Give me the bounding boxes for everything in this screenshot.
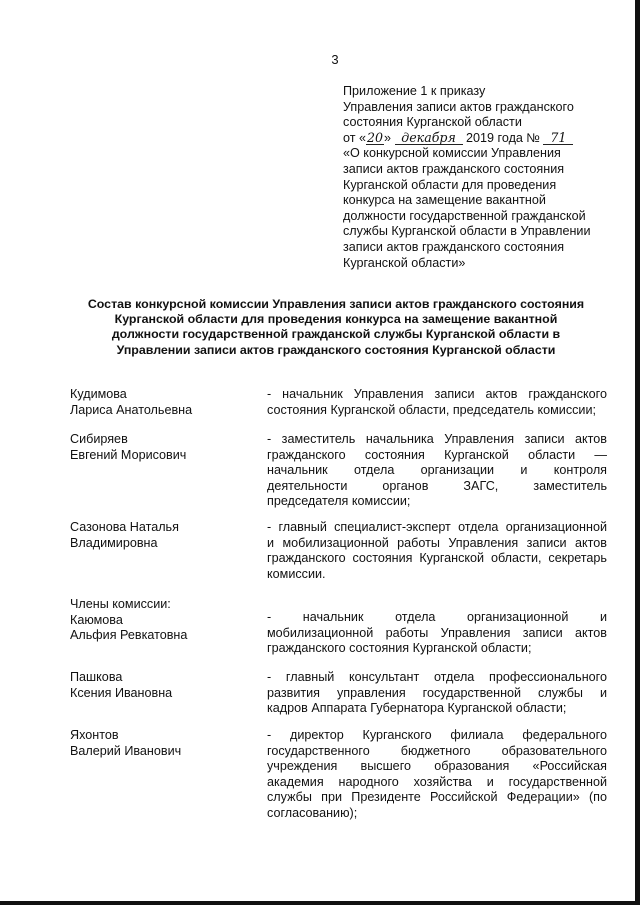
member-role-line: комиссии. <box>267 566 326 581</box>
date-prefix: от « <box>343 130 366 145</box>
member-role-line: - директор Курганского филиала федерального <box>267 728 607 742</box>
date-year: 2019 года № <box>466 130 540 145</box>
appendix-title-line: «О конкурсной комиссии Управления <box>343 146 561 161</box>
member-name <box>70 670 250 701</box>
member-role-line: гражданского состояния Курганской области — <box>267 447 607 462</box>
member-role <box>267 387 607 418</box>
member-role-line: состояния Курганской области, председатель комиссии; <box>267 402 596 417</box>
member-role <box>267 670 607 717</box>
member-name-line: Валерий Иванович <box>70 743 182 758</box>
handwritten-day: 20 <box>366 129 384 145</box>
appendix-title-line: записи актов гражданского состояния <box>343 239 565 254</box>
member-role-line: председателя комиссии; <box>267 494 411 509</box>
member-role <box>267 520 607 582</box>
member-role-line: гражданского состояния Курганской области, секретарь <box>267 551 607 566</box>
member-name-line: Члены комиссии: <box>70 597 171 611</box>
member-name-line: Владимировна <box>70 535 158 550</box>
member-name <box>70 597 250 644</box>
member-name-line: Альфия Ревкатовна <box>70 628 188 643</box>
member-role <box>267 610 607 657</box>
member-role-line: - главный консультант отдела профессионального <box>267 670 607 684</box>
member-name-line: Сибиряев <box>70 432 128 446</box>
member-role <box>267 432 607 510</box>
member-name-line: Ксения Ивановна <box>70 685 173 700</box>
member-role <box>267 728 607 822</box>
date-mid: » <box>384 130 392 145</box>
member-role-line: начальник отдела организации и контроля <box>267 463 607 478</box>
scan-edge <box>635 0 640 905</box>
appendix-title-line: Курганской области» <box>343 255 466 270</box>
member-role-line: государственного бюджетного образовательного <box>267 743 607 758</box>
appendix-title-line: записи актов гражданского состояния <box>343 161 565 176</box>
member-role-line: развития управления государственной службы и <box>267 685 607 700</box>
member-role-line: согласованию); <box>267 805 358 820</box>
heading-line: Курганской области для проведения конкурса на замещение вакантной <box>114 312 558 327</box>
member-role-line: и мобилизационной работы Управления записи актов <box>267 535 607 550</box>
member-name <box>70 387 250 418</box>
member-role-line: гражданского состояния Курганской области; <box>267 641 532 656</box>
member-name-line: Пашкова <box>70 670 123 684</box>
handwritten-month: декабря <box>395 131 463 145</box>
page-number: 3 <box>331 52 339 67</box>
handwritten-order-number: 71 <box>543 131 573 145</box>
member-role-line: - заместитель начальника Управления записи актов <box>267 432 607 446</box>
member-role-line: службы при Президенте Российской Федерации» (по <box>267 790 607 805</box>
appendix-line: Приложение 1 к приказу <box>343 84 486 98</box>
appendix-title-line: Курганской области для проведения <box>343 177 557 192</box>
scan-edge <box>0 901 640 905</box>
order-date-line <box>343 131 613 147</box>
member-name <box>70 728 250 759</box>
member-name <box>70 520 250 551</box>
member-role-line: академия народного хозяйства и государственной <box>267 774 607 789</box>
document-heading <box>60 297 612 358</box>
member-name-line: Каюмова <box>70 612 123 627</box>
member-role-line: кадров Аппарата Губернатора Курганской области; <box>267 701 567 716</box>
member-role-line: мобилизационной работы Управления записи актов <box>267 625 607 640</box>
member-name-line: Евгений Морисович <box>70 447 187 462</box>
appendix-title-line: должности государственной гражданской <box>343 208 586 223</box>
member-role-line: деятельности органов ЗАГС, заместитель <box>267 478 607 493</box>
member-name-line: Сазонова Наталья <box>70 520 179 534</box>
appendix-line: состояния Курганской области <box>343 115 522 130</box>
member-name-line: Лариса Анатольевна <box>70 402 193 417</box>
appendix-block <box>343 84 613 271</box>
member-name-line: Кудимова <box>70 387 127 401</box>
heading-line: Состав конкурсной комиссии Управления записи актов гражданского состояния <box>87 297 585 311</box>
member-role-line: - начальник Управления записи актов гражданского <box>267 387 607 401</box>
member-role-line: - начальник отдела организационной и <box>267 610 607 624</box>
member-role-line: учреждения высшего образования «Российская <box>267 759 607 774</box>
heading-line: должности государственной гражданской службы Курганской области в <box>111 327 561 342</box>
member-name <box>70 432 250 463</box>
member-name-line: Яхонтов <box>70 728 119 742</box>
appendix-title-line: службы Курганской области в Управлении <box>343 224 591 239</box>
appendix-title-line: конкурса на замещение вакантной <box>343 193 546 208</box>
member-role-line: - главный специалист-эксперт отдела организационной <box>267 520 607 534</box>
heading-line: Управлении записи актов гражданского состояния Курганской области <box>116 342 556 357</box>
appendix-line: Управления записи актов гражданского <box>343 99 574 114</box>
